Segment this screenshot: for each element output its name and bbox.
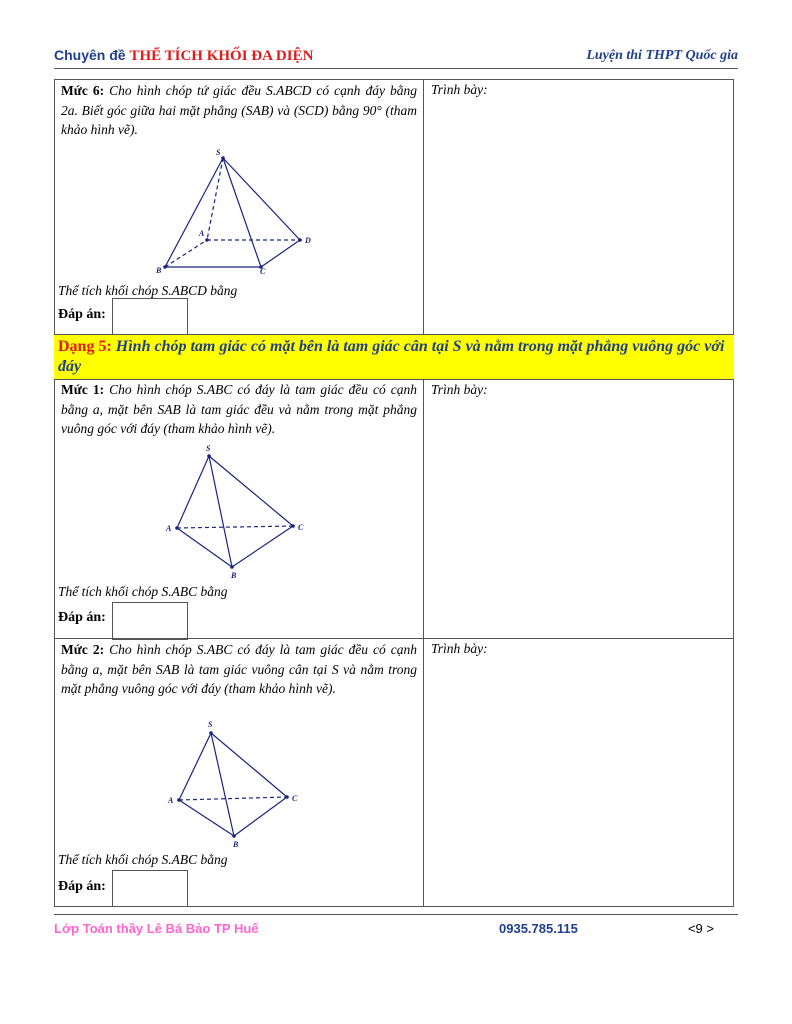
question-cell [55, 380, 424, 638]
answer-label: Đáp án: [58, 879, 106, 894]
work-cell[interactable] [424, 380, 733, 638]
footer-class-name: Lớp Toán thầy Lê Bá Bảo TP Huế [54, 921, 259, 936]
work-label: Trình bày: [431, 641, 488, 656]
edge-ac-hidden [177, 526, 293, 528]
edge-bc [232, 526, 293, 567]
vertex-s [207, 454, 211, 458]
label-b: B [156, 266, 162, 275]
answer-box[interactable] [112, 870, 188, 907]
volume-prompt: Thể tích khối chóp S.ABC bằng [58, 852, 228, 867]
vertex-a [177, 798, 181, 802]
edge-sd [223, 158, 300, 240]
answer-box[interactable] [112, 298, 188, 336]
problem-row-level-6 [54, 79, 734, 335]
pyramid-sabc-figure [165, 442, 315, 582]
label-b: B [231, 571, 237, 580]
section-tag: Dạng 5: [58, 338, 112, 355]
label-b: B [233, 840, 239, 849]
vertex-b [230, 565, 234, 569]
edge-sb [165, 158, 223, 267]
volume-prompt: Thể tích khối chóp S.ABC bằng [58, 584, 228, 599]
footer-phone: 0935.785.115 [499, 921, 578, 936]
work-cell[interactable] [424, 80, 733, 334]
pyramid-sabcd-figure [155, 150, 315, 280]
footer-rule [54, 914, 738, 915]
header-topic: THỂ TÍCH KHỐI ĐA DIỆN [129, 48, 314, 64]
section-banner [54, 335, 734, 379]
page-footer [54, 914, 738, 944]
edge-sa-hidden [207, 158, 223, 240]
page-header [54, 42, 738, 70]
edge-sc [211, 733, 287, 797]
vertex-a [205, 238, 209, 242]
label-a: A [199, 229, 205, 238]
vertex-b [232, 834, 236, 838]
section-title: Hình chóp tam giác có mặt bên là tam giác cân tại S và nằm trong mặt phẳng vuông góc với đáy [58, 338, 725, 375]
edge-sa [179, 733, 211, 800]
header-title: Chuyên đề THỂ TÍCH KHỐI ĐA DIỆN [54, 47, 314, 64]
question-body: Cho hình chóp tứ giác đều S.ABCD có cạnh đáy bằng 2a. Biết góc giữa hai mặt phẳng (SAB) và (SCD) bằng 90° (tham khảo hình vẽ). [61, 83, 417, 137]
problem-row-level-1 [54, 379, 734, 639]
label-s: S [216, 148, 221, 157]
edge-ab [177, 528, 232, 567]
edge-sb [211, 733, 234, 836]
label-c: C [292, 794, 298, 803]
header-rule [54, 68, 738, 69]
volume-prompt: Thể tích khối chóp S.ABCD bằng [58, 283, 238, 298]
edge-ba-hidden [165, 240, 207, 267]
label-s: S [206, 444, 211, 453]
label-s: S [208, 720, 213, 729]
question-text [61, 380, 417, 439]
header-right-title: Luyện thi THPT Quốc gia [586, 48, 738, 63]
question-text [61, 640, 417, 699]
edge-sc [223, 158, 261, 267]
answer-label: Đáp án: [58, 307, 106, 322]
vertex-b [163, 265, 167, 269]
vertex-c [285, 795, 289, 799]
vertex-a [175, 526, 179, 530]
label-a: A [166, 524, 172, 533]
edge-ab [179, 800, 234, 836]
label-c: C [298, 523, 304, 532]
work-cell[interactable] [424, 639, 733, 906]
vertex-s [221, 156, 225, 160]
vertex-c [291, 524, 295, 528]
label-c: C [260, 267, 266, 276]
answer-box[interactable] [112, 602, 188, 640]
question-cell [55, 639, 424, 906]
level-label: Mức 1: [61, 382, 105, 397]
label-a: A [168, 796, 174, 805]
work-label: Trình bày: [431, 382, 488, 397]
question-body: Cho hình chóp S.ABC có đáy là tam giác đều có cạnh bằng a, mặt bên SAB là tam giác vuông cân tại S và nằm trong mặt phẳng vuông góc với đáy (tham khảo hình vẽ). [61, 642, 418, 696]
vertex-s [209, 731, 213, 735]
footer-page-number: <9 > [687, 921, 714, 936]
vertex-d [298, 238, 302, 242]
edge-sa [177, 456, 209, 528]
problem-row-level-2 [54, 638, 734, 907]
question-text [61, 81, 417, 140]
edge-bc [234, 797, 287, 836]
answer-label: Đáp án: [58, 610, 106, 625]
pyramid-sabc-figure [167, 721, 317, 851]
level-label: Mức 2: [61, 642, 105, 657]
work-label: Trình bày: [431, 82, 488, 97]
question-cell [55, 80, 424, 334]
level-label: Mức 6: [61, 83, 105, 98]
question-body: Cho hình chóp S.ABC có đáy là tam giác đều có cạnh bằng a, mặt bên SAB là tam giác đều và nằm trong mặt phẳng vuông góc với đáy (tham khảo hình vẽ). [61, 382, 418, 436]
edge-cd [261, 240, 300, 267]
label-d: D [305, 236, 311, 245]
edge-ac-hidden [179, 797, 287, 800]
